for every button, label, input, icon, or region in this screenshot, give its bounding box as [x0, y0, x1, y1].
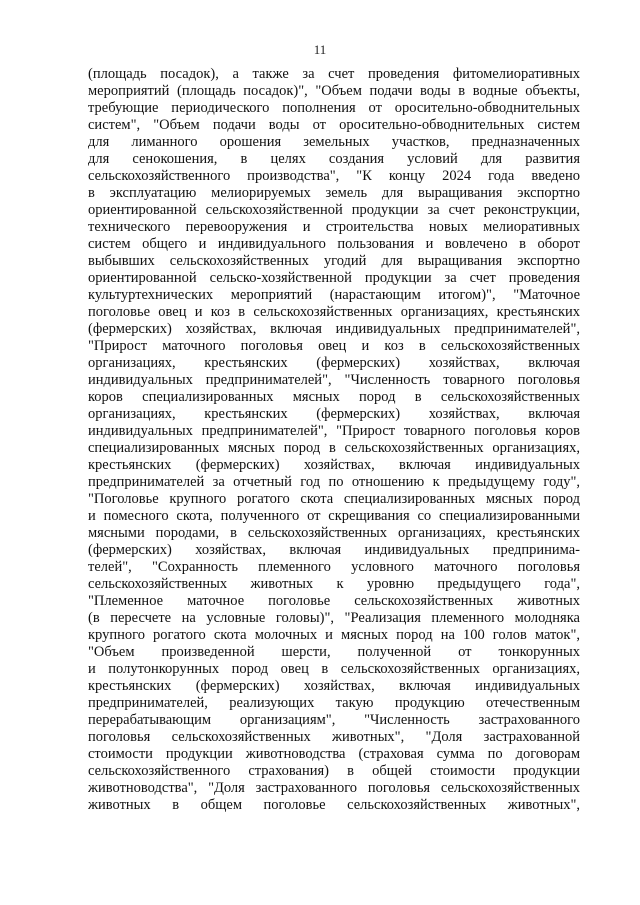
- text-line: выбывших сельскохозяйственных угодий для выращивания экспортно: [88, 253, 580, 269]
- text-line: организациях, крестьянских (фермерских) хозяйствах, включая: [88, 355, 580, 371]
- text-line: и помесного скота, полученного от скрещивания со специализированными: [88, 508, 580, 524]
- text-line: культуртехнических мероприятий (нарастающим итогом)", "Маточное: [88, 287, 580, 303]
- page-number: 11: [313, 42, 327, 57]
- text-line: животноводства", "Доля застрахованного поголовья сельскохозяйственных: [88, 780, 580, 796]
- text-line: требующие периодического пополнения от оросительно-обводнительных: [88, 100, 580, 116]
- text-line: крестьянских (фермерских) хозяйствах, включая индивидуальных: [88, 678, 580, 694]
- text-line: индивидуальных предпринимателей", "Численность товарного поголовья: [88, 372, 580, 388]
- text-line: перерабатывающим организациям", "Численность застрахованного: [88, 712, 580, 728]
- text-line: и полутонкорунных пород овец в сельскохозяйственных организациях,: [88, 661, 580, 677]
- text-line: коров специализированных мясных пород в сельскохозяйственных: [88, 389, 580, 405]
- text-line: "Поголовье крупного рогатого скота специализированных мясных пород: [88, 491, 580, 507]
- text-line: (фермерских) хозяйствах, включая индивидуальных предпринима-: [88, 542, 580, 558]
- text-line: крупного рогатого скота молочных и мясных пород на 100 голов маток",: [88, 627, 580, 643]
- text-line: предпринимателей за отчетный год по отношению к предыдущему году",: [88, 474, 580, 490]
- text-line: систем общего и индивидуального пользования и вовлечено в оборот: [88, 236, 580, 252]
- text-line: "Объем произведенной шерсти, полученной от тонкорунных: [88, 644, 580, 660]
- text-line: ориентированной сельско-хозяйственной продукции за счет проведения: [88, 270, 580, 286]
- text-line: организациях, крестьянских (фермерских) хозяйствах, включая: [88, 406, 580, 422]
- text-line: стоимости продукции животноводства (страховая сумма по договорам: [88, 746, 580, 762]
- text-line: технического перевооружения и строительства новых мелиоративных: [88, 219, 580, 235]
- text-line: для сенокошения, в целях создания условий для развития: [88, 151, 580, 167]
- body-text: [88, 66, 580, 814]
- text-line: (в пересчете на условные головы)", "Реализация племенного молодняка: [88, 610, 580, 626]
- text-line: (площадь посадок), а также за счет проведения фитомелиоративных: [88, 66, 580, 82]
- text-line: животных в общем поголовье сельскохозяйственных животных",: [88, 797, 580, 813]
- text-line: мясными породами, в сельскохозяйственных организациях, крестьянских: [88, 525, 580, 541]
- text-line: поголовье овец и коз в сельскохозяйственных организациях, крестьянских: [88, 304, 580, 320]
- text-line: ориентированной сельскохозяйственной продукции за счет реконструкции,: [88, 202, 580, 218]
- text-line: крестьянских (фермерских) хозяйствах, включая индивидуальных: [88, 457, 580, 473]
- text-line: для лиманного орошения земельных участков, предназначенных: [88, 134, 580, 150]
- text-line: сельскохозяйственных животных к уровню предыдущего года",: [88, 576, 580, 592]
- text-line: в эксплуатацию мелиорируемых земель для выращивания экспортно: [88, 185, 580, 201]
- text-line: (фермерских) хозяйствах, включая индивидуальных предпринимателей",: [88, 321, 580, 337]
- text-line: специализированных мясных пород в сельскохозяйственных организациях,: [88, 440, 580, 456]
- text-line: мероприятий (площадь посадок)", "Объем подачи воды в водные объекты,: [88, 83, 580, 99]
- text-line: телей", "Сохранность племенного условного маточного поголовья: [88, 559, 580, 575]
- text-line: индивидуальных предпринимателей", "Прирост товарного поголовья коров: [88, 423, 580, 439]
- text-line: сельскохозяйственного страхования) в общей стоимости продукции: [88, 763, 580, 779]
- text-line: "Племенное маточное поголовье сельскохозяйственных животных: [88, 593, 580, 609]
- text-line: систем", "Объем подачи воды от оросительно-обводнительных систем: [88, 117, 580, 133]
- text-line: "Прирост маточного поголовья овец и коз в сельскохозяйственных: [88, 338, 580, 354]
- text-line: поголовья сельскохозяйственных животных", "Доля застрахованной: [88, 729, 580, 745]
- text-line: сельскохозяйственного производства", "К концу 2024 года введено: [88, 168, 580, 184]
- text-line: предпринимателей, реализующих такую продукцию отечественным: [88, 695, 580, 711]
